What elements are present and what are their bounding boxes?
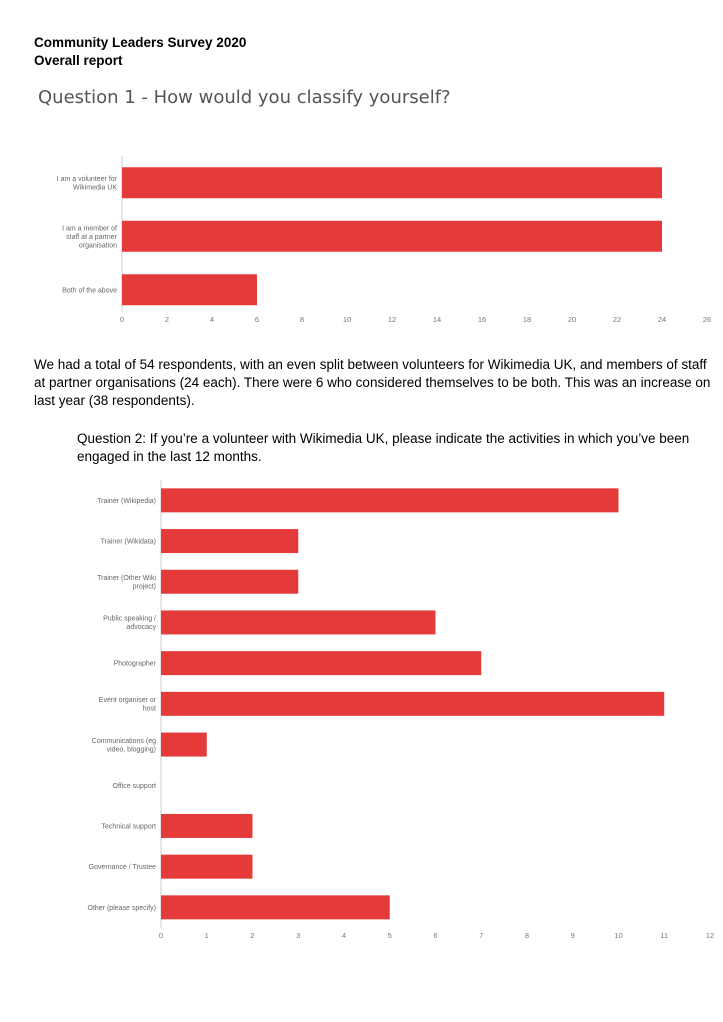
category-label: Photographer — [113, 660, 156, 668]
category-label: I am a member of — [62, 225, 117, 233]
category-label: organisation — [78, 242, 117, 250]
bar — [161, 733, 207, 757]
x-tick-label: 7 — [479, 931, 484, 940]
x-tick-label: 8 — [524, 931, 530, 940]
category-label: Governance / Trustee — [88, 864, 156, 872]
x-tick-label: 8 — [299, 315, 305, 324]
bar — [161, 855, 253, 879]
bar — [161, 570, 298, 594]
x-tick-label: 3 — [296, 931, 301, 940]
bar — [161, 651, 481, 675]
x-tick-label: 10 — [342, 315, 352, 324]
bar — [161, 895, 390, 919]
category-label: Public speaking / — [103, 615, 156, 623]
x-tick-label: 12 — [387, 315, 397, 324]
category-label: Trainer (Other Wiki — [97, 575, 156, 582]
x-tick-label: 2 — [164, 315, 170, 324]
x-tick-label: 0 — [158, 931, 164, 940]
category-label: Trainer (Wikipedia) — [97, 497, 156, 505]
category-label: Office support — [112, 782, 156, 790]
bar — [161, 692, 664, 716]
bar — [161, 814, 253, 838]
x-tick-label: 4 — [341, 931, 347, 940]
category-label: advocacy — [126, 624, 156, 632]
bar — [122, 274, 257, 305]
x-tick-label: 26 — [702, 315, 712, 324]
category-label: Communications (eg — [91, 737, 156, 745]
x-tick-label: 10 — [614, 931, 623, 940]
x-tick-label: 2 — [250, 931, 255, 940]
x-tick-label: 6 — [433, 931, 438, 940]
category-label: I am a volunteer for — [56, 176, 117, 183]
bar — [161, 529, 298, 553]
category-label: Technical support — [101, 823, 156, 831]
x-tick-label: 1 — [204, 931, 209, 940]
report-title: Community Leaders Survey 2020 — [34, 35, 247, 50]
category-label: host — [142, 705, 156, 713]
category-label: Event organiser or — [98, 697, 156, 705]
bar — [122, 167, 662, 198]
x-tick-label: 20 — [567, 315, 577, 324]
bar — [161, 488, 619, 512]
x-tick-label: 5 — [387, 931, 392, 940]
x-tick-label: 4 — [209, 315, 215, 324]
x-tick-label: 16 — [477, 315, 487, 324]
x-tick-label: 22 — [612, 315, 622, 324]
x-tick-label: 12 — [705, 931, 715, 940]
summary-paragraph: We had a total of 54 respondents, with an even split between volunteers for Wikimedia UK, and members of staff at partner organisations (24 each). There were 6 who considered themselves to be both. This was an increase on last year (38 respondents). — [34, 357, 711, 408]
q1-chart-title: Question 1 - How would you classify yourself? — [38, 87, 451, 108]
category-label: Wikimedia UK — [73, 184, 117, 192]
x-tick-label: 9 — [570, 931, 575, 940]
report-subtitle: Overall report — [34, 53, 123, 68]
x-tick-label: 24 — [657, 315, 667, 324]
q1-bar-chart — [0, 150, 723, 335]
x-tick-label: 6 — [254, 315, 260, 324]
category-label: Other (please specify) — [87, 904, 156, 912]
x-tick-label: 0 — [119, 315, 125, 324]
q2-chart-title: Question 2: If you’re a volunteer with Wikimedia UK, please indicate the activities in which you’ve been engaged in the last 12 months. — [77, 431, 690, 464]
category-label: staff at a partner — [66, 233, 117, 241]
x-tick-label: 14 — [432, 315, 442, 324]
bar — [122, 221, 662, 252]
category-label: Both of the above — [62, 287, 117, 295]
q2-bar-chart — [0, 478, 723, 948]
category-label: Trainer (Wikidata) — [100, 538, 156, 546]
category-label: video, blogging) — [106, 746, 156, 754]
x-tick-label: 18 — [522, 315, 532, 324]
category-label: project) — [132, 583, 156, 591]
bar — [161, 610, 436, 634]
x-tick-label: 11 — [660, 931, 669, 940]
